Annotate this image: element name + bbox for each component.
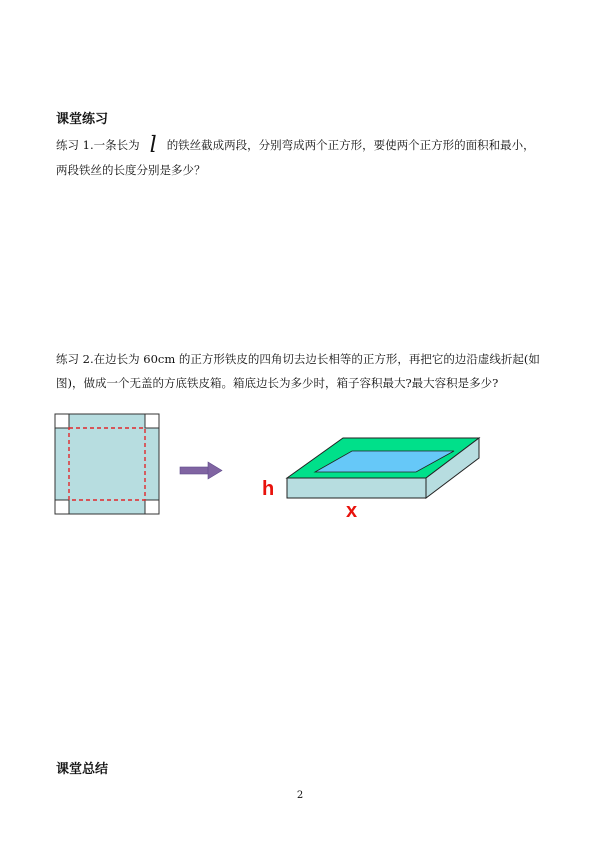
cut-corner-bottom-right (145, 500, 159, 514)
variable-l: l (149, 133, 157, 158)
exercise-2-text: 在边长为 60cm 的正方形铁皮的四角切去边长相等的正方形，再把它的边沿虚线折起(如图)，做成一个无盖的方底铁皮箱。箱底边长为多少时，箱子容积最大?最大容积是多少? (56, 352, 540, 390)
flat-sheet-diagram (55, 414, 159, 514)
arrow-icon (180, 462, 222, 479)
box-front-face (287, 478, 426, 498)
cut-corner-bottom-left (55, 500, 69, 514)
exercise-1-label: 练习 1. (56, 138, 94, 152)
exercise-2-label: 练习 2. (56, 352, 94, 366)
sheet-square (55, 414, 159, 514)
cut-corner-top-left (55, 414, 69, 428)
section-title-summary: 课堂总结 (56, 762, 109, 777)
open-box-diagram (287, 438, 479, 498)
exercise-1-text-after: 的铁丝截成两段，分别弯成两个正方形，要使两个正方形的面积和最小，两段铁丝的长度分别是多少？ (56, 138, 535, 177)
section-title-practice: 课堂练习 (56, 112, 109, 127)
cut-corner-top-right (145, 414, 159, 428)
label-x: x (346, 500, 358, 522)
page-number: 2 (296, 790, 304, 801)
label-h: h (262, 478, 275, 500)
exercise-1-text-before: 一条长为 (93, 138, 140, 152)
